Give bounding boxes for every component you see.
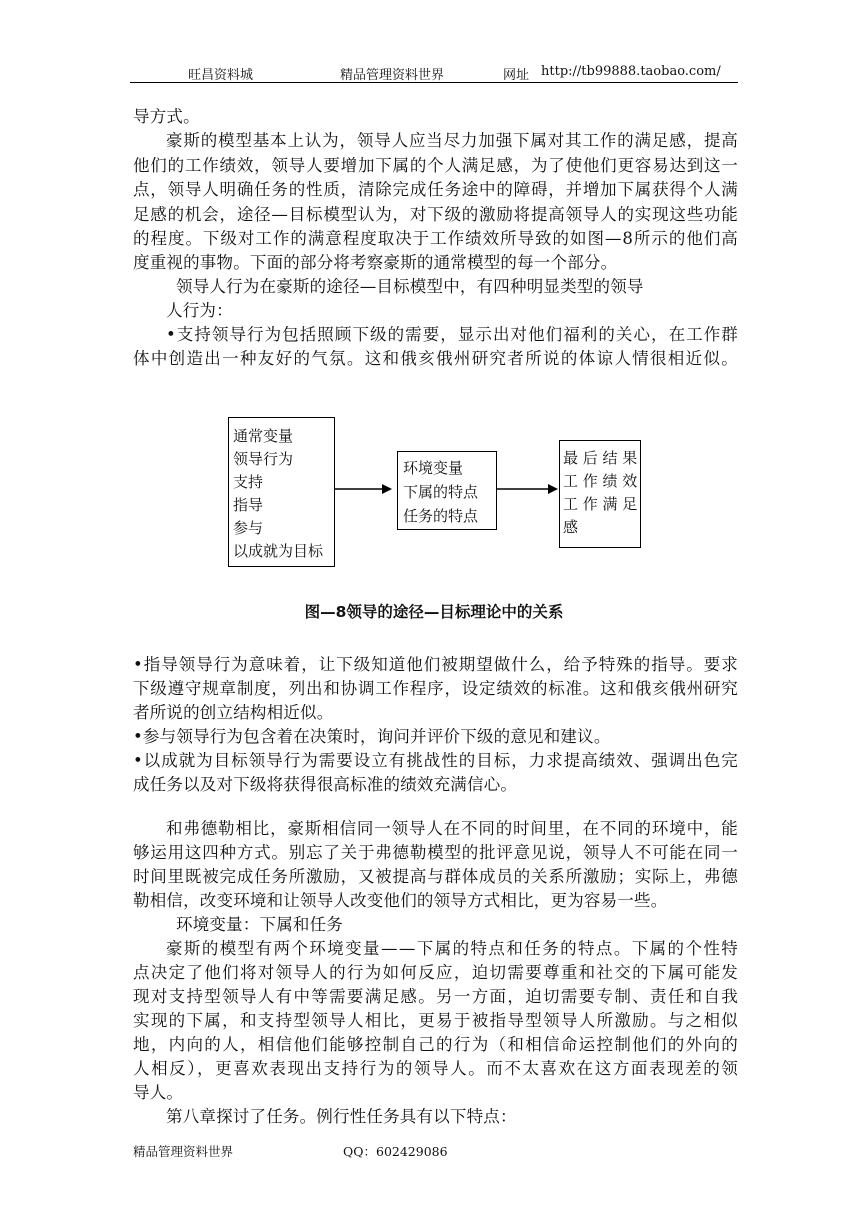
body-line: 的程度。下级对工作的满意程度取决于工作绩效所导致的如图—8所示的他们高 bbox=[133, 229, 739, 248]
body-line: •支持领导行为包括照顾下级的需要，显示出对他们福利的关心，在工作群 bbox=[166, 325, 739, 344]
box3-line: 最 后 结 果 bbox=[563, 449, 638, 467]
arrow-1-head bbox=[382, 484, 392, 494]
body-line: 时间里既被完成任务所激励，又被提高与群体成员的关系所激励；实际上，弗德 bbox=[133, 867, 739, 886]
box3-line: 感 bbox=[563, 518, 579, 536]
body-line: 实现的下属，和支持型领导人相比，更易于被指导型领导人所激励。与之相似 bbox=[133, 1011, 740, 1030]
body-line: 和弗德勒相比，豪斯相信同一领导人在不同的时间里，在不同的环境中，能 bbox=[166, 819, 739, 838]
body-line: 领导人行为在豪斯的途径—目标模型中，有四种明显类型的领导 bbox=[176, 277, 644, 296]
body-line: 第八章探讨了任务。例行性任务具有以下特点： bbox=[166, 1107, 517, 1126]
box1-line: 指导 bbox=[233, 496, 264, 514]
body-line: 点决定了他们将对领导人的行为如何反应，迫切需要尊重和社交的下属可能发 bbox=[133, 963, 740, 982]
box2-line: 环境变量 bbox=[403, 459, 464, 477]
body-line: 环境变量：下属和任务 bbox=[176, 915, 343, 934]
body-line: 人行为： bbox=[166, 301, 233, 320]
box2-line: 任务的特点 bbox=[403, 507, 479, 525]
body-line: 勒相信，改变环境和让领导人改变他们的领导方式相比，更为容易一些。 bbox=[133, 891, 668, 910]
body-line: 导人。 bbox=[133, 1083, 184, 1102]
figure-caption: 图—8领导的途径—目标理论中的关系 bbox=[304, 603, 564, 621]
body-line: 地，内向的人，相信他们能够控制自己的行为（和相信命运控制他们的外向的 bbox=[133, 1035, 740, 1054]
box1-line: 通常变量 bbox=[233, 427, 294, 445]
body-line: 体中创造出一种友好的气氛。这和俄亥俄州研究者所说的体谅人情很相近似。 bbox=[133, 349, 740, 368]
footer-qq-text: QQ：602429086 bbox=[343, 1144, 448, 1159]
body-line: •指导领导行为意味着，让下级知道他们被期望做什么，给予特殊的指导。要求 bbox=[133, 655, 739, 674]
header-url-label: 网址 bbox=[503, 68, 530, 83]
body-line: 导方式。 bbox=[133, 107, 200, 126]
body-line: 点，领导人明确任务的性质，清除完成任务途中的障碍，并增加下属获得个人满 bbox=[133, 180, 739, 199]
body-line: •参与领导行为包含着在决策时，询问并评价下级的意见和建议。 bbox=[133, 727, 611, 746]
header-left-text: 旺昌资料城 bbox=[188, 68, 254, 83]
box2-line: 下属的特点 bbox=[403, 483, 479, 501]
body-line: 豪斯的模型基本上认为，领导人应当尽力加强下属对其工作的满足感，提高 bbox=[166, 131, 739, 150]
box1-line: 领导行为 bbox=[233, 450, 294, 468]
body-line: 够运用这四种方式。别忘了关于弗德勒模型的批评意见说，领导人不可能在同一 bbox=[133, 843, 739, 862]
body-line: 成任务以及对下级将获得很高标准的绩效充满信心。 bbox=[133, 775, 518, 794]
body-line: 者所说的创立结构相近似。 bbox=[133, 703, 334, 722]
header-center-text: 精品管理资料世界 bbox=[340, 68, 445, 83]
body-line: 度重视的事物。下面的部分将考察豪斯的通常模型的每一个部分。 bbox=[133, 253, 618, 272]
body-line: 豪斯的模型有两个环境变量——下属的特点和任务的特点。下属的个性特 bbox=[166, 939, 740, 958]
box3-line: 工 作 绩 效 bbox=[563, 472, 638, 490]
body-line: •以成就为目标领导行为需要设立有挑战性的目标，力求提高绩效、强调出色完 bbox=[133, 751, 739, 770]
footer-left-text: 精品管理资料世界 bbox=[133, 1144, 234, 1159]
box1-line: 支持 bbox=[233, 473, 264, 491]
body-line: 他们的工作绩效，领导人要增加下属的个人满足感，为了使他们更容易达到这一 bbox=[133, 156, 739, 175]
body-line: 下级遵守规章制度，列出和协调工作程序，设定绩效的标准。这和俄亥俄州研究 bbox=[133, 679, 739, 698]
box3-line: 工 作 满 足 bbox=[563, 495, 638, 513]
header-url-link[interactable]: http://tb99888.taobao.com/ bbox=[541, 64, 721, 79]
body-line: 人相反），更喜欢表现出支持行为的领导人。而不太喜欢在这方面表现差的领 bbox=[133, 1059, 740, 1078]
arrow-2-head bbox=[548, 484, 558, 494]
body-line: 足感的机会，途径—目标模型认为，对下级的激励将提高领导人的实现这些功能 bbox=[133, 205, 739, 224]
box1-line: 参与 bbox=[233, 519, 264, 537]
box1-line: 以成就为目标 bbox=[233, 542, 324, 560]
body-line: 现对支持型领导人有中等需要满足感。另一方面，迫切需要专制、责任和自我 bbox=[133, 987, 740, 1006]
